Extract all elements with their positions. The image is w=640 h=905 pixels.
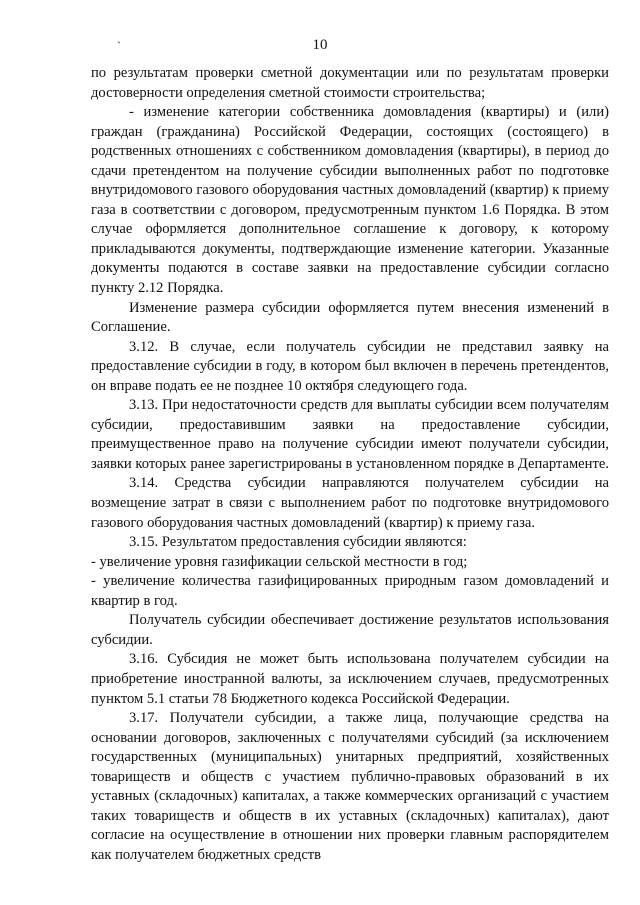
paragraph-subsidy-size-change: Изменение размера субсидии оформляется путем внесения изменений в Соглашение.: [91, 299, 609, 336]
paragraph-gasified-households: - увеличение количества газифицированных природным газом домовладений и квартир в год.: [91, 573, 609, 609]
paragraph-results-achievement: Получатель субсидии обеспечивает достижение результатов использования субсидии.: [91, 612, 609, 648]
paragraph-3-15: 3.15. Результатом предоставления субсидии являются:: [129, 534, 467, 551]
paragraph-3-13: 3.13. При недостаточности средств для выплаты субсидии всем получателям субсидии, предоставившим заявки на предоставление субсидии, преимущественное право на получение субсидии имеют получатели субсидии, заявки которых ранее зарегистрированы в установленном порядке в Департаменте.: [91, 397, 609, 472]
page-number: 10: [312, 37, 328, 53]
paragraph-estimate-check: по результатам проверки сметной документации или по результатам проверки достоверности определения сметной стоимости строительства;: [91, 65, 609, 101]
document-body: [91, 64, 609, 865]
scan-mark: `: [117, 39, 121, 53]
paragraph-3-16: 3.16. Субсидия не может быть использована получателем субсидии на приобретение иностранной валюты, за исключением случаев, предусмотренных пунктом 5.1 статьи 78 Бюджетного кодекса Российской Федерации.: [91, 651, 609, 707]
paragraph-3-14: 3.14. Средства субсидии направляются получателем субсидии на возмещение затрат в связи с выполнением работ по подготовке внутридомового газового оборудования частных домовладений (квартир) к приему газа.: [91, 475, 609, 531]
paragraph-owner-category-change: - изменение категории собственника домовладения (квартиры) и (или) граждан (гражданина) Российской Федерации, состоящих (состоящего) в родственных отношениях с собственником домовладения (квартиры), в период до сдачи претендентом на получение субсидии выполненных работ по подготовке внутридомового газового оборудования частных домовладений (квартир) к приему газа в соответствии с договором, предусмотренным пунктом 1.6 Порядка. В этом случае оформляется дополнительное соглашение к договору, к которому прикладываются документы, подтверждающие изменение категории. Указанные документы подаются в составе заявки на предоставление субсидии согласно пункту 2.12 Порядка.: [91, 104, 609, 297]
paragraph-3-17: 3.17. Получатели субсидии, а также лица, получающие средства на основании договоров, заключенных с получателями субсидий (за исключением государственных (муниципальных) унитарных предприятий, хозяйственных товариществ и обществ с участием публично-правовых образований в их уставных (складочных) капиталах, а также коммерческих организаций с участием таких товариществ и обществ в их уставных (складочных) капиталах), дают согласие на осуществление в отношении них проверки главным распорядителем как получателем бюджетных средств: [91, 710, 609, 863]
paragraph-gasification-level: - увеличение уровня газификации сельской местности в год;: [91, 553, 468, 570]
paragraph-3-12: 3.12. В случае, если получатель субсидии не представил заявку на предоставление субсидии в году, в котором был включен в перечень претендентов, он вправе подать ее не позднее 10 октября следующего года.: [91, 338, 609, 394]
